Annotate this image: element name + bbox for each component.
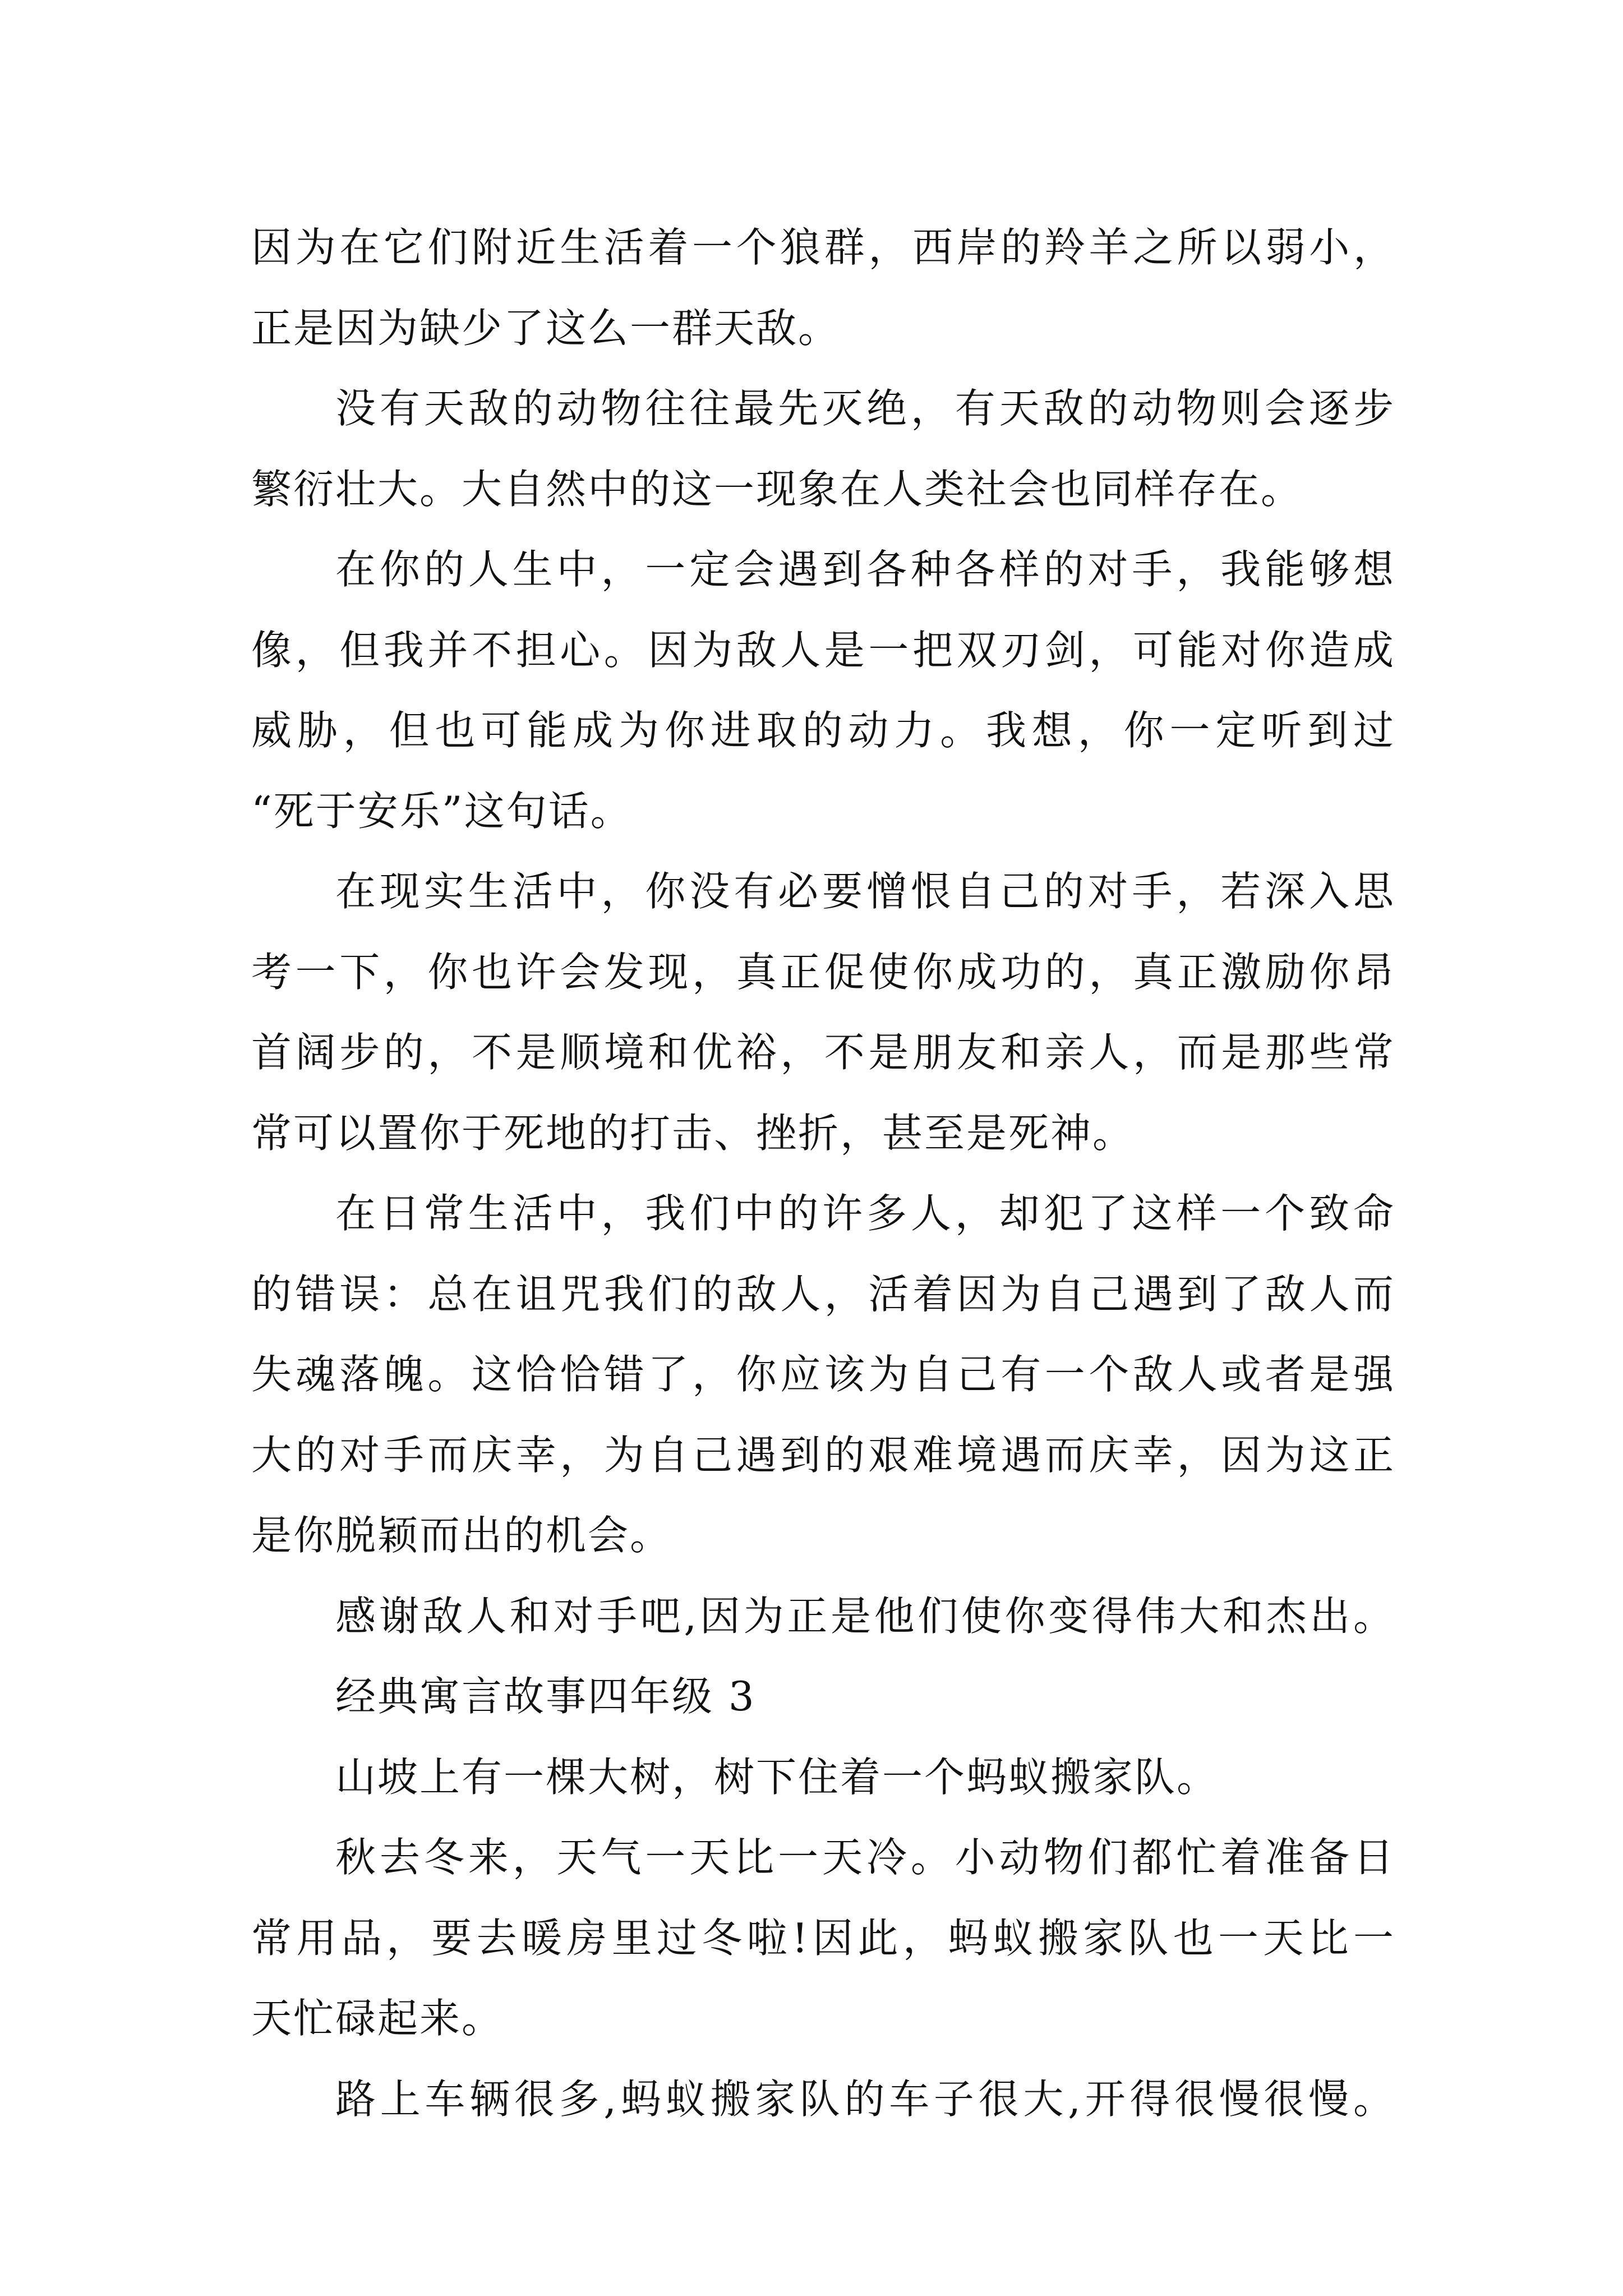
text-line: “死于安乐”这句话。 <box>251 787 633 835</box>
text-line: 常用品，要去暖房里过冬啦!因此，蚂蚁搬家队也一天比一 <box>251 1914 1395 1962</box>
text-line: 天忙碌起来。 <box>251 1995 504 2042</box>
text-line: 常可以置你于死地的打击、挫折，甚至是死神。 <box>251 1109 1135 1157</box>
text-line: 大的对手而庆幸，为自己遇到的艰难境遇而庆幸，因为这正 <box>251 1431 1395 1479</box>
text-line: 因为在它们附近生活着一个狼群，西岸的羚羊之所以弱小， <box>251 224 1395 271</box>
text-line: 秋去冬来，天气一天比一天冷。小动物们都忙着准备日 <box>335 1834 1395 1881</box>
section-heading: 经典寓言故事四年级 3 <box>335 1673 756 1720</box>
text-line: 是你脱颖而出的机会。 <box>251 1512 672 1559</box>
text-line: 失魂落魄。这恰恰错了，你应该为自己有一个敌人或者是强 <box>251 1351 1395 1398</box>
text-line: 在你的人生中，一定会遇到各种各样的对手，我能够想 <box>335 546 1395 593</box>
text-line: 的错误：总在诅咒我们的敌人，活着因为自己遇到了敌人而 <box>251 1270 1395 1318</box>
text-line: 在日常生活中，我们中的许多人，却犯了这样一个致命 <box>335 1190 1395 1237</box>
text-line: 考一下，你也许会发现，真正促使你成功的，真正激励你昂 <box>251 948 1395 996</box>
text-line: 山坡上有一棵大树，树下住着一个蚂蚁搬家队。 <box>335 1753 1219 1801</box>
text-line: 繁衍壮大。大自然中的这一现象在人类社会也同样存在。 <box>251 465 1303 513</box>
body-text <box>251 208 1395 2139</box>
text-line: 没有天敌的动物往往最先灭绝，有天敌的动物则会逐步 <box>335 385 1395 432</box>
text-line: 首阔步的，不是顺境和优裕，不是朋友和亲人，而是那些常 <box>251 1029 1395 1076</box>
text-line: 正是因为缺少了这么一群天敌。 <box>251 304 841 352</box>
text-line: 像，但我并不担心。因为敌人是一把双刃剑，可能对你造成 <box>251 626 1395 674</box>
text-line: 威胁，但也可能成为你进取的动力。我想，你一定听到过 <box>251 707 1395 754</box>
text-line: 在现实生活中，你没有必要憎恨自己的对手，若深入思 <box>335 868 1395 915</box>
text-line: 感谢敌人和对手吧,因为正是他们使你变得伟大和杰出。 <box>335 1592 1395 1640</box>
text-line: 路上车辆很多,蚂蚁搬家队的车子很大,开得很慢很慢。 <box>335 2075 1395 2123</box>
